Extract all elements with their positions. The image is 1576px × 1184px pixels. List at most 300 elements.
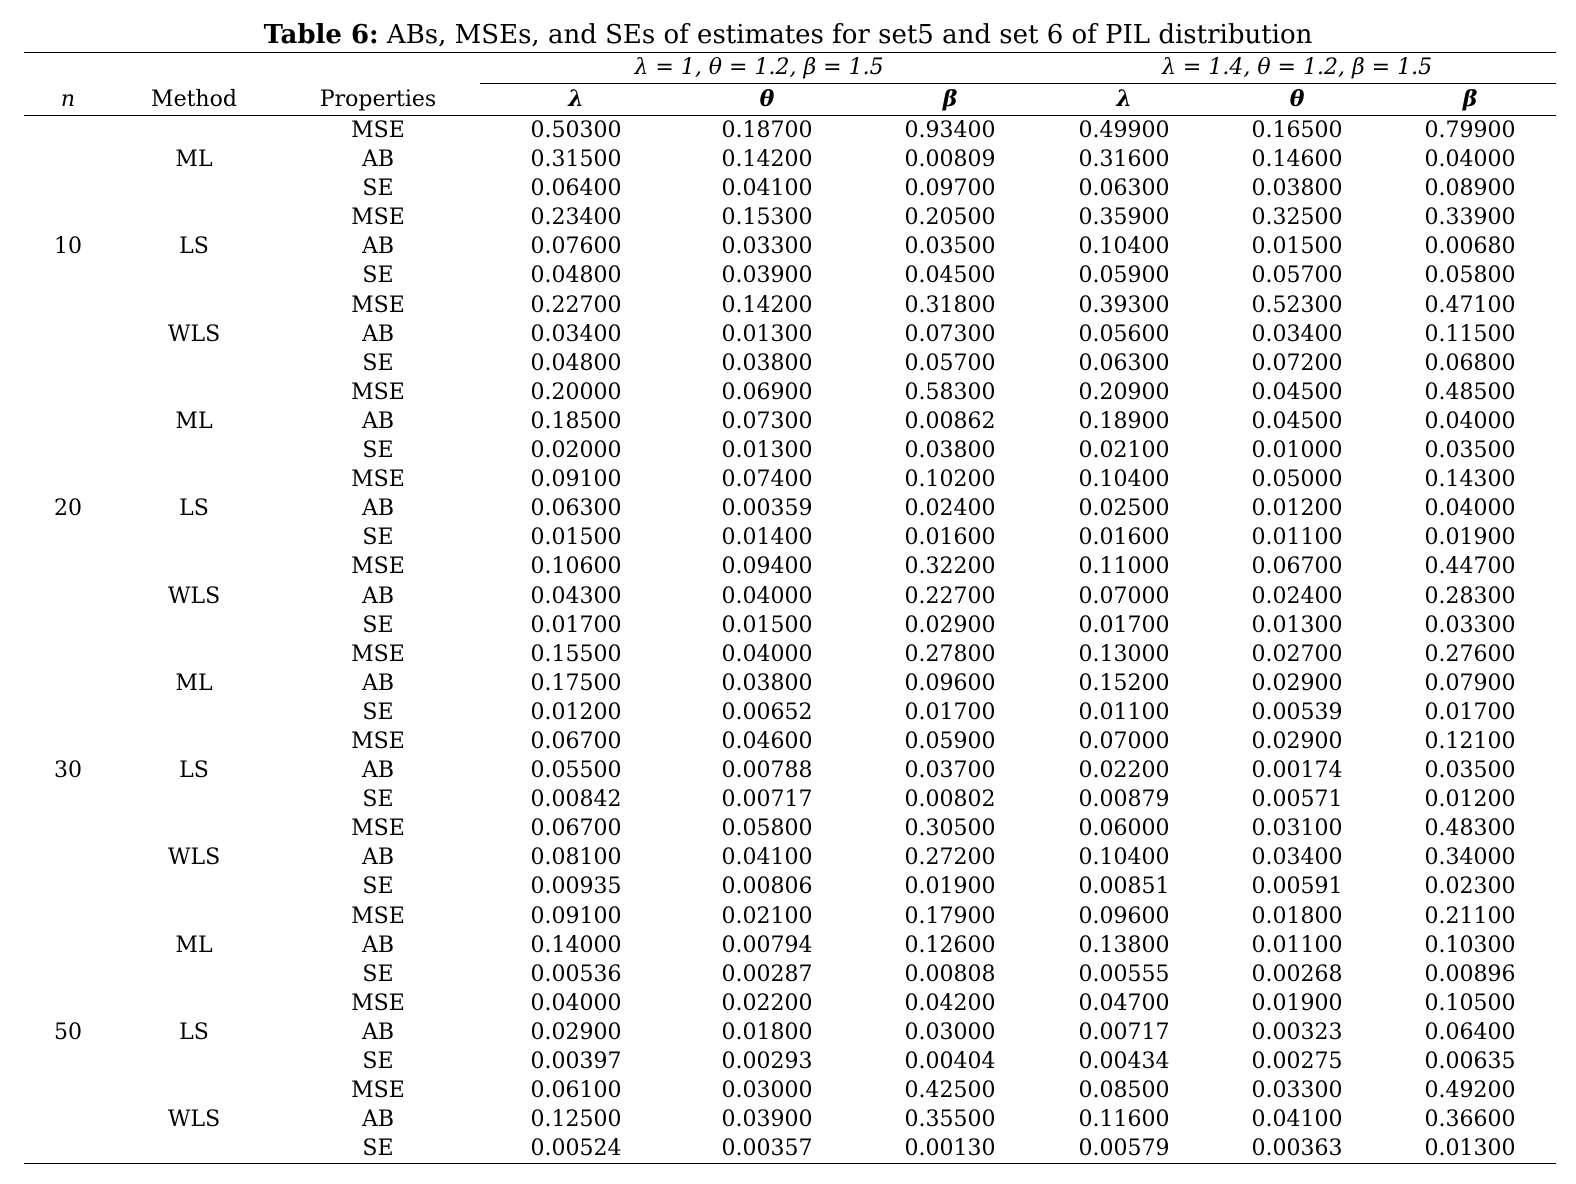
results-table: [24, 52, 1556, 1164]
method-cell: [112, 727, 276, 756]
table-row: [24, 116, 1556, 146]
value-cell: 0.00935: [530, 874, 622, 900]
property-cell: AB: [361, 496, 395, 522]
value-cell: 0.07900: [1424, 670, 1516, 696]
value-cell: 0.10400: [1078, 467, 1170, 493]
method-cell: [112, 203, 276, 232]
header-method: Method: [112, 84, 276, 116]
value-cell: 0.07300: [721, 408, 813, 434]
method-cell: [112, 1134, 276, 1164]
value-cell: 0.06700: [530, 728, 622, 754]
sample-size-cell: [24, 523, 112, 552]
value-cell: 0.00363: [1210, 1134, 1384, 1164]
value-cell: 0.01500: [1251, 234, 1343, 260]
method-cell: WLS: [167, 583, 221, 609]
value-cell: 0.00359: [721, 496, 813, 522]
sample-size-cell: [24, 902, 112, 931]
sample-size-cell: [24, 611, 112, 640]
method-cell: LS: [179, 496, 209, 522]
property-cell: SE: [362, 176, 394, 202]
value-cell: 0.00802: [904, 787, 996, 813]
value-cell: 0.00323: [1251, 1019, 1343, 1045]
sample-size-cell: [24, 552, 112, 581]
sample-size-cell: [24, 814, 112, 843]
value-cell: 0.00397: [530, 1049, 622, 1074]
value-cell: 0.10300: [1424, 932, 1516, 958]
value-cell: 0.03000: [721, 1078, 813, 1104]
value-cell: 0.09400: [721, 554, 813, 580]
sample-size-cell: [24, 378, 112, 407]
value-cell: 0.06700: [1251, 554, 1343, 580]
value-cell: 0.01700: [1424, 699, 1516, 725]
sample-size-cell: [24, 582, 112, 611]
table-row: [24, 640, 1556, 669]
method-cell: [112, 698, 276, 727]
method-cell: [112, 349, 276, 378]
property-cell: SE: [362, 612, 394, 638]
value-cell: 0.32500: [1251, 205, 1343, 231]
value-cell: 0.00652: [721, 699, 813, 725]
sample-size-cell: [24, 669, 112, 698]
method-cell: [112, 902, 276, 931]
value-cell: 0.31800: [904, 292, 996, 318]
method-cell: LS: [179, 1019, 209, 1045]
header-beta-set5: β: [862, 84, 1038, 116]
value-cell: 0.06800: [1424, 350, 1516, 376]
method-cell: [112, 640, 276, 669]
value-cell: 0.06900: [721, 379, 813, 405]
value-cell: 0.31600: [1078, 147, 1170, 173]
table-caption: [0, 18, 1576, 52]
value-cell: 0.04000: [721, 583, 813, 609]
property-cell: MSE: [351, 467, 405, 493]
sample-size-cell: [24, 698, 112, 727]
property-cell: AB: [361, 408, 395, 434]
sample-size-cell: [24, 116, 112, 146]
table-row: [24, 843, 1556, 872]
set5-header: λ = 1, θ = 1.2, β = 1.5: [480, 53, 1038, 84]
value-cell: 0.01600: [1078, 525, 1170, 551]
table-row: [24, 552, 1556, 581]
value-cell: 0.00635: [1424, 1049, 1516, 1074]
table-row: [24, 145, 1556, 174]
value-cell: 0.02400: [1251, 583, 1343, 609]
value-cell: 0.22700: [904, 583, 996, 609]
value-cell: 0.01300: [1384, 1134, 1556, 1164]
value-cell: 0.01500: [530, 525, 622, 551]
property-cell: SE: [276, 1134, 480, 1164]
sample-size-cell: [24, 1105, 112, 1134]
value-cell: 0.14600: [1251, 147, 1343, 173]
table-row: [24, 814, 1556, 843]
value-cell: 0.50300: [530, 118, 622, 143]
value-cell: 0.03800: [904, 438, 996, 464]
method-cell: ML: [175, 932, 213, 958]
table-row: [24, 756, 1556, 785]
value-cell: 0.07000: [1078, 583, 1170, 609]
value-cell: 0.05800: [1424, 263, 1516, 289]
value-cell: 0.09600: [904, 670, 996, 696]
value-cell: 0.00794: [721, 932, 813, 958]
property-cell: SE: [362, 961, 394, 987]
table-row: [24, 582, 1556, 611]
table-row: [24, 785, 1556, 814]
method-cell: [112, 611, 276, 640]
value-cell: 0.03400: [1251, 845, 1343, 871]
method-cell: [112, 814, 276, 843]
value-cell: 0.06300: [1078, 176, 1170, 202]
value-cell: 0.00591: [1251, 874, 1343, 900]
value-cell: 0.49900: [1078, 118, 1170, 143]
value-cell: 0.01200: [1251, 496, 1343, 522]
value-cell: 0.00293: [721, 1049, 813, 1074]
property-cell: MSE: [351, 1078, 405, 1104]
header-beta-set6: β: [1384, 84, 1556, 116]
table-row: [24, 989, 1556, 1018]
method-cell: [112, 436, 276, 465]
value-cell: 0.42500: [904, 1078, 996, 1104]
property-cell: AB: [361, 583, 395, 609]
value-cell: 0.04800: [530, 350, 622, 376]
method-cell: [112, 872, 276, 901]
set6-header: λ = 1.4, θ = 1.2, β = 1.5: [1038, 53, 1556, 84]
value-cell: 0.00717: [721, 787, 813, 813]
property-cell: SE: [362, 438, 394, 464]
value-cell: 0.44700: [1424, 554, 1516, 580]
value-cell: 0.05700: [904, 350, 996, 376]
value-cell: 0.05600: [1078, 321, 1170, 347]
value-cell: 0.01500: [721, 612, 813, 638]
value-cell: 0.33900: [1424, 205, 1516, 231]
value-cell: 0.09700: [904, 176, 996, 202]
value-cell: 0.03300: [721, 234, 813, 260]
value-cell: 0.11000: [1078, 554, 1170, 580]
value-cell: 0.03300: [1424, 612, 1516, 638]
value-cell: 0.12100: [1424, 728, 1516, 754]
caption-label: Table 6:: [263, 20, 379, 50]
value-cell: 0.01100: [1078, 699, 1170, 725]
value-cell: 0.10600: [530, 554, 622, 580]
value-cell: 0.01700: [1078, 612, 1170, 638]
value-cell: 0.00268: [1251, 961, 1343, 987]
property-cell: SE: [362, 263, 394, 289]
sample-size-cell: [24, 174, 112, 203]
value-cell: 0.48500: [1424, 379, 1516, 405]
value-cell: 0.00524: [480, 1134, 672, 1164]
property-cell: MSE: [351, 118, 405, 143]
value-cell: 0.02100: [1078, 438, 1170, 464]
header-lambda-set6: λ: [1038, 84, 1210, 116]
value-cell: 0.03900: [721, 263, 813, 289]
sample-size-cell: [24, 640, 112, 669]
value-cell: 0.03700: [904, 758, 996, 784]
value-cell: 0.01000: [1251, 438, 1343, 464]
property-cell: SE: [362, 699, 394, 725]
value-cell: 0.27200: [904, 845, 996, 871]
value-cell: 0.27800: [904, 641, 996, 667]
value-cell: 0.00555: [1078, 961, 1170, 987]
table-row: [24, 669, 1556, 698]
value-cell: 0.39300: [1078, 292, 1170, 318]
value-cell: 0.93400: [904, 118, 996, 143]
value-cell: 0.06400: [530, 176, 622, 202]
value-cell: 0.00275: [1251, 1049, 1343, 1074]
value-cell: 0.01700: [904, 699, 996, 725]
value-cell: 0.02500: [1078, 496, 1170, 522]
value-cell: 0.04000: [721, 641, 813, 667]
sample-size-cell: [24, 407, 112, 436]
sample-size-cell: 30: [54, 758, 82, 784]
header-theta-set6: θ: [1210, 84, 1384, 116]
value-cell: 0.08100: [530, 845, 622, 871]
method-cell: [112, 1076, 276, 1105]
value-cell: 0.58300: [904, 379, 996, 405]
table-row: [24, 1018, 1556, 1047]
value-cell: 0.14200: [721, 292, 813, 318]
method-cell: [112, 785, 276, 814]
method-cell: LS: [179, 758, 209, 784]
method-cell: [112, 291, 276, 320]
sample-size-cell: [24, 320, 112, 349]
value-cell: 0.05000: [1251, 467, 1343, 493]
value-cell: 0.02000: [530, 438, 622, 464]
value-cell: 0.36600: [1424, 1107, 1516, 1133]
method-cell: LS: [179, 234, 209, 260]
value-cell: 0.22700: [530, 292, 622, 318]
value-cell: 0.52300: [1251, 292, 1343, 318]
property-cell: SE: [362, 350, 394, 376]
table-row: [24, 1134, 1556, 1164]
sample-size-cell: [24, 436, 112, 465]
value-cell: 0.04100: [721, 845, 813, 871]
property-cell: AB: [361, 845, 395, 871]
group-header-row: [24, 53, 1556, 84]
property-cell: SE: [362, 525, 394, 551]
value-cell: 0.00879: [1078, 787, 1170, 813]
value-cell: 0.04700: [1078, 990, 1170, 1016]
value-cell: 0.09600: [1078, 903, 1170, 929]
table-row: [24, 349, 1556, 378]
method-cell: [112, 989, 276, 1018]
value-cell: 0.04500: [1251, 408, 1343, 434]
value-cell: 0.14200: [721, 147, 813, 173]
table-row: [24, 232, 1556, 261]
property-cell: MSE: [351, 990, 405, 1016]
property-cell: AB: [361, 234, 395, 260]
property-cell: AB: [361, 758, 395, 784]
value-cell: 0.15300: [721, 205, 813, 231]
method-cell: [112, 261, 276, 290]
value-cell: 0.10400: [1078, 234, 1170, 260]
value-cell: 0.01800: [721, 1019, 813, 1045]
value-cell: 0.02900: [1251, 728, 1343, 754]
value-cell: 0.00130: [862, 1134, 1038, 1164]
value-cell: 0.20500: [904, 205, 996, 231]
property-cell: SE: [362, 1049, 394, 1074]
value-cell: 0.17900: [904, 903, 996, 929]
value-cell: 0.03500: [1424, 758, 1516, 784]
value-cell: 0.04000: [1424, 496, 1516, 522]
value-cell: 0.02300: [1424, 874, 1516, 900]
property-cell: MSE: [351, 554, 405, 580]
value-cell: 0.04000: [1424, 408, 1516, 434]
value-cell: 0.32200: [904, 554, 996, 580]
column-header-row: [24, 84, 1556, 116]
value-cell: 0.09100: [530, 903, 622, 929]
value-cell: 0.04000: [530, 990, 622, 1016]
value-cell: 0.03400: [1251, 321, 1343, 347]
value-cell: 0.11500: [1424, 321, 1516, 347]
value-cell: 0.03500: [904, 234, 996, 260]
value-cell: 0.04300: [530, 583, 622, 609]
method-cell: [112, 523, 276, 552]
sample-size-cell: [24, 785, 112, 814]
value-cell: 0.04000: [1424, 147, 1516, 173]
value-cell: 0.02700: [1251, 641, 1343, 667]
value-cell: 0.00862: [904, 408, 996, 434]
value-cell: 0.10200: [904, 467, 996, 493]
value-cell: 0.03400: [530, 321, 622, 347]
value-cell: 0.08900: [1424, 176, 1516, 202]
sample-size-cell: [24, 1076, 112, 1105]
value-cell: 0.03300: [1251, 1078, 1343, 1104]
sample-size-cell: [24, 989, 112, 1018]
table-row: [24, 320, 1556, 349]
value-cell: 0.34000: [1424, 845, 1516, 871]
value-cell: 0.20900: [1078, 379, 1170, 405]
table-row: [24, 931, 1556, 960]
value-cell: 0.01800: [1251, 903, 1343, 929]
value-cell: 0.14000: [530, 932, 622, 958]
value-cell: 0.00808: [904, 961, 996, 987]
method-cell: [112, 960, 276, 989]
value-cell: 0.00680: [1424, 234, 1516, 260]
value-cell: 0.05500: [530, 758, 622, 784]
value-cell: 0.09100: [530, 467, 622, 493]
property-cell: MSE: [351, 641, 405, 667]
value-cell: 0.06300: [530, 496, 622, 522]
value-cell: 0.04100: [1251, 1107, 1343, 1133]
sample-size-cell: [24, 1134, 112, 1164]
method-cell: WLS: [167, 321, 221, 347]
value-cell: 0.35900: [1078, 205, 1170, 231]
value-cell: 0.21100: [1424, 903, 1516, 929]
header-properties: Properties: [276, 84, 480, 116]
method-cell: [112, 552, 276, 581]
property-cell: MSE: [351, 728, 405, 754]
table-row: [24, 523, 1556, 552]
value-cell: 0.23400: [530, 205, 622, 231]
sample-size-cell: 20: [54, 496, 82, 522]
value-cell: 0.01300: [1251, 612, 1343, 638]
value-cell: 0.00174: [1251, 758, 1343, 784]
property-cell: AB: [361, 321, 395, 347]
value-cell: 0.00788: [721, 758, 813, 784]
property-cell: AB: [361, 1019, 395, 1045]
value-cell: 0.01700: [530, 612, 622, 638]
value-cell: 0.00806: [721, 874, 813, 900]
value-cell: 0.15500: [530, 641, 622, 667]
table-row: [24, 261, 1556, 290]
value-cell: 0.06400: [1424, 1019, 1516, 1045]
sample-size-cell: [24, 291, 112, 320]
value-cell: 0.05900: [904, 728, 996, 754]
value-cell: 0.00404: [904, 1049, 996, 1074]
value-cell: 0.00434: [1078, 1049, 1170, 1074]
table-row: [24, 291, 1556, 320]
value-cell: 0.12500: [530, 1107, 622, 1133]
property-cell: MSE: [351, 903, 405, 929]
table-row: [24, 727, 1556, 756]
method-cell: ML: [175, 408, 213, 434]
method-cell: [112, 1047, 276, 1076]
value-cell: 0.02900: [904, 612, 996, 638]
table-row: [24, 1047, 1556, 1076]
value-cell: 0.00851: [1078, 874, 1170, 900]
sample-size-cell: [24, 843, 112, 872]
value-cell: 0.01200: [1424, 787, 1516, 813]
value-cell: 0.04100: [721, 176, 813, 202]
table-row: [24, 698, 1556, 727]
value-cell: 0.00539: [1251, 699, 1343, 725]
table-row: [24, 494, 1556, 523]
value-cell: 0.00896: [1424, 961, 1516, 987]
value-cell: 0.00809: [904, 147, 996, 173]
value-cell: 0.05800: [721, 816, 813, 842]
value-cell: 0.04600: [721, 728, 813, 754]
value-cell: 0.20000: [530, 379, 622, 405]
value-cell: 0.48300: [1424, 816, 1516, 842]
property-cell: SE: [362, 787, 394, 813]
table-row: [24, 203, 1556, 232]
value-cell: 0.11600: [1078, 1107, 1170, 1133]
property-cell: MSE: [351, 816, 405, 842]
value-cell: 0.01300: [721, 438, 813, 464]
table-row: [24, 872, 1556, 901]
table-row: [24, 378, 1556, 407]
sample-size-cell: [24, 203, 112, 232]
table-row: [24, 902, 1556, 931]
method-cell: WLS: [167, 1107, 221, 1133]
method-cell: ML: [175, 670, 213, 696]
value-cell: 0.13000: [1078, 641, 1170, 667]
caption-text: ABs, MSEs, and SEs of estimates for set5 and set 6 of PIL distribution: [386, 20, 1313, 50]
property-cell: SE: [362, 874, 394, 900]
property-cell: MSE: [351, 205, 405, 231]
value-cell: 0.06100: [530, 1078, 622, 1104]
value-cell: 0.10400: [1078, 845, 1170, 871]
value-cell: 0.05900: [1078, 263, 1170, 289]
value-cell: 0.01300: [721, 321, 813, 347]
value-cell: 0.03900: [721, 1107, 813, 1133]
value-cell: 0.13800: [1078, 932, 1170, 958]
sample-size-cell: [24, 349, 112, 378]
method-cell: [112, 378, 276, 407]
sample-size-cell: [24, 465, 112, 494]
method-cell: [112, 116, 276, 146]
sample-size-cell: [24, 872, 112, 901]
value-cell: 0.06300: [1078, 350, 1170, 376]
table-row: [24, 465, 1556, 494]
value-cell: 0.01200: [530, 699, 622, 725]
value-cell: 0.79900: [1424, 118, 1516, 143]
value-cell: 0.03800: [721, 670, 813, 696]
property-cell: AB: [361, 670, 395, 696]
value-cell: 0.00536: [530, 961, 622, 987]
value-cell: 0.16500: [1251, 118, 1343, 143]
sample-size-cell: 10: [54, 234, 82, 260]
property-cell: MSE: [351, 379, 405, 405]
